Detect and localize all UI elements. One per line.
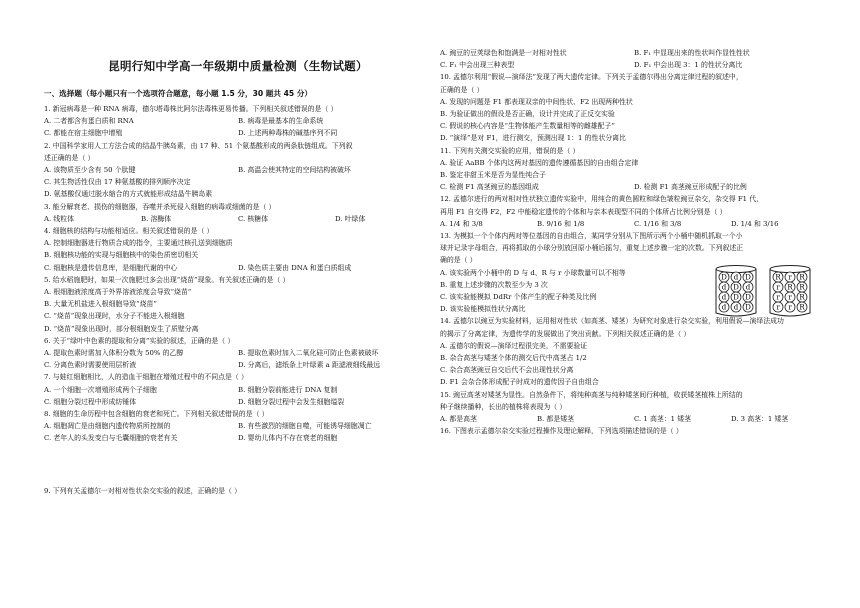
option: B. 提取色素时加入二氧化硅可防止色素被破坏 xyxy=(238,349,379,358)
option: B. 细胞核功能的实现与细胞核中的染色质密切相关 xyxy=(44,251,199,260)
ball-letter: D xyxy=(745,293,751,302)
option-row xyxy=(44,164,432,176)
option: D. 氨基酸仅通过脱水缩合的方式就能形成结晶牛胰岛素 xyxy=(44,190,213,199)
option: C. 分离色素时需要使用层析液 xyxy=(44,361,137,370)
option-row xyxy=(440,59,828,71)
option-row xyxy=(44,384,432,396)
ball-letter: r xyxy=(776,283,780,292)
ball-letter: D xyxy=(745,303,751,312)
option: B. 9/16 和 1/8 xyxy=(537,219,585,228)
option: B. 细胞分裂前能进行 DNA 复制 xyxy=(238,385,338,394)
ball-letter: d xyxy=(733,303,739,312)
question-stem: 再用 F1 自交得 F2，F2 中能稳定遗传的个体和与亲本表现型不同的个体所占比例分别是（ ） xyxy=(440,207,727,216)
option: C. 细胞核是遗传信息库，是细胞代谢的中心 xyxy=(44,263,178,272)
question-stem: 9. 下列有关孟德尔一对相对性状杂交实验的叙述，正确的是（ ） xyxy=(44,486,241,495)
ball-letter: D xyxy=(733,283,739,292)
option: C. 都能在宿主细胞中增殖 xyxy=(44,129,123,138)
option: A. 豌豆的豆荚绿色和饱满是一对相对性状 xyxy=(440,49,567,57)
option: A. 提取色素时需加入体积分数为 50% 的乙醇 xyxy=(44,349,184,358)
option: D. F₁ 中会出现 3：1 的性状分离比 xyxy=(634,61,743,70)
question-q5 xyxy=(44,274,432,335)
ball-letter: R xyxy=(799,293,805,302)
question-stem: 16. 下图表示孟德尔杂交实验过程操作及理论解释，下列选项描述错误的是（ ） xyxy=(440,427,683,436)
option: C. 核糖体 xyxy=(238,214,269,223)
question-stem: 8. 细胞的生命历程中包含细胞的衰老和死亡。下列相关叙述错误的是（ ） xyxy=(44,410,269,419)
question-stem: 确的是（ ） xyxy=(440,256,477,265)
option: B. 高温会使其特定的空间结构被破坏 xyxy=(238,166,351,175)
question-stem: 10. 孟德尔利用“假说—演绎法”发现了两大遗传定律。下列关于孟德尔得出分离定律过程的叙述中， xyxy=(440,73,743,82)
question-q2 xyxy=(44,140,432,201)
exam-title: 昆明行知中学高一年级期中质量检测（生物试题） xyxy=(108,59,368,73)
option: D. 检测 F1 高茎豌豆形成配子的比例 xyxy=(634,183,747,192)
option: B. 重复上述步骤的次数至少为 3 次 xyxy=(440,280,548,289)
option: D. 上述两种毒株的碱基序列不同 xyxy=(238,129,338,138)
option-row xyxy=(440,181,828,193)
option: D. 1/4 和 3/16 xyxy=(731,219,779,228)
ball-letter: d xyxy=(721,293,727,302)
option: D. 染色质主要由 DNA 和蛋白质组成 xyxy=(238,263,352,272)
option: B. 为验证做出的假设是否正确，设计并完成了正反交实验 xyxy=(440,110,615,119)
option-row xyxy=(44,115,432,127)
option: A. 二者都含有蛋白质和 RNA xyxy=(44,117,134,126)
ball-letter: d xyxy=(733,273,739,282)
question-stem: 种子继续播种，长出的植株将表现为（ ） xyxy=(440,402,567,411)
question-stem: 2. 中国科学家用人工方法合成的结晶牛胰岛素，由 17 种、51 个氨基酸形成的两条肽链组成。下列叙 xyxy=(44,141,353,150)
ball-letter: d xyxy=(745,283,751,292)
question-q9 xyxy=(44,485,432,497)
bucket-1 xyxy=(716,265,756,316)
option: A. 孟德尔的假说—演绎过程很完美，不需要验证 xyxy=(440,341,588,350)
option: D. “烧苗”现象出现时，部分根细胞发生了质壁分离 xyxy=(44,324,199,333)
question-stem: 1. 新冠病毒是一种 RNA 病毒，德尔塔毒株比阿尔法毒株更易传播。下列相关叙述错误的是（ ） xyxy=(44,105,338,113)
question-stem: 7. 与蛙红细胞相比，人的造血干细胞在增殖过程中的不同点是（ ） xyxy=(44,373,248,382)
option-row xyxy=(440,218,828,230)
question-stem: 13. 为模拟一个个体内两对等位基因的自由组合，某同学分别从下图所示两个小桶中随机抓取一个小 xyxy=(440,232,743,241)
ball-letter: r xyxy=(776,293,780,302)
question-q8 xyxy=(44,408,432,445)
right-questions xyxy=(440,47,828,438)
ball-letter: r xyxy=(776,303,780,312)
option: B. 病毒是最基本的生命系统 xyxy=(238,117,324,126)
option: C. 该实验能模拟 DdRr 个体产生的配子种类及比例 xyxy=(440,293,597,302)
question-stem: 球并记录字母组合，再将抓取的小球分别放回原小桶后摇匀，重复上述步骤一定的次数。下列叙述正 xyxy=(440,244,744,253)
option-row xyxy=(44,359,432,371)
question-stem: 6. 关于“绿叶中色素的提取和分离”实验的叙述，正确的是（ ） xyxy=(44,336,235,345)
section-heading: 一、选择题（每小题只有一个选项符合题意，每小题 1.5 分，30 题共 45 分） xyxy=(44,89,313,98)
ball-letter: r xyxy=(788,303,792,312)
ball-letter: r xyxy=(788,273,792,282)
ball-letter: D xyxy=(745,273,751,282)
option: A. 都是高茎 xyxy=(440,415,477,424)
option: A. 一个细胞一次增殖形成两个子细胞 xyxy=(44,385,157,394)
option: B. F₁ 中显现出来的性状叫作显性性状 xyxy=(634,49,750,57)
question-q4 xyxy=(44,225,432,274)
ball-letter: D xyxy=(721,273,727,282)
option: B. 大量无机盐进入根细胞导致“烧苗” xyxy=(44,300,157,309)
option: B. 都是矮茎 xyxy=(537,415,575,424)
option: C. “烧苗”现象出现时，水分子不能进入根细胞 xyxy=(44,312,185,321)
option: D. F1 会杂合体形成配子时成对的遗传因子自由组合 xyxy=(440,378,599,387)
right-column xyxy=(440,47,828,438)
option: C. 检测 F1 高茎豌豆的基因组成 xyxy=(440,183,539,192)
question-q7 xyxy=(44,371,432,408)
option: A. 线粒体 xyxy=(44,214,75,223)
option: A. 验证 AaBB 个体内这两对基因的遗传遵循基因的自由组合定律 xyxy=(440,158,639,167)
question-stem: 14. 孟德尔以豌豆为实验材料，运用相对性状（如高茎、矮茎）为研究对象进行杂交实验，利用假说—演绎法成功 xyxy=(440,317,784,326)
option-row xyxy=(44,347,432,359)
option: C. 1 高茎：1 矮茎 xyxy=(634,415,692,424)
option: A. 1/4 和 3/8 xyxy=(440,219,483,228)
option-row xyxy=(44,396,432,408)
option-row xyxy=(44,127,432,139)
question-q3 xyxy=(44,201,432,225)
option: D. 该实验能模拟性状分离比 xyxy=(440,305,526,314)
buckets-figure xyxy=(708,263,818,319)
option: D. 分离后，滤纸条上叶绿素 a 距滤液细线最远 xyxy=(238,361,381,370)
option: A. 该物质至少含有 50 个肽键 xyxy=(44,166,136,175)
ball-letter: R xyxy=(787,283,793,292)
ball-letter: d xyxy=(721,303,727,312)
option: C. F₁ 中会出现三种表型 xyxy=(440,61,515,70)
option-row xyxy=(440,413,828,425)
option-row xyxy=(44,213,432,225)
option: D. 3 高茎：1 矮茎 xyxy=(731,415,789,424)
option: B. 有些激烈的细胞自噬，可能诱导细胞凋亡 xyxy=(238,422,372,431)
question-stem: 正确的是（ ） xyxy=(440,85,484,94)
buckets-svg xyxy=(708,263,818,319)
question-stem: 3. 能分解衰老、损伤的细胞器，吞噬并杀死侵入细胞的病毒或细菌的是（ ） xyxy=(44,202,276,211)
option-row xyxy=(44,262,432,274)
option-row xyxy=(440,47,828,59)
ball-letter: R xyxy=(799,303,805,312)
option: A. 细胞凋亡是由细胞内遗传物质所控制的 xyxy=(44,422,171,431)
question-q6 xyxy=(44,335,432,372)
question-stem: 的揭示了分离定律，为遗传学的发展做出了突出贡献。下列相关叙述正确的是（ ） xyxy=(440,329,691,338)
question-stem: 4. 细胞核的结构与功能相适应。相关叙述错误的是（ ） xyxy=(44,227,214,236)
option: C. 1/16 和 3/8 xyxy=(634,219,682,228)
option: B. 杂合高茎与矮茎个体的测交后代中高茎占 1/2 xyxy=(440,354,587,363)
question-stem: 15. 豌豆高茎对矮茎为显性。自然条件下，将纯种高茎与纯种矮茎间行种植，收获矮茎植株上所结的 xyxy=(440,390,743,399)
option: A. 该实验两个小桶中的 D 与 d、R 与 r 小球数量可以不相等 xyxy=(440,268,626,277)
question-stem: 11. 下列有关测交实验的应用，错误的是（ ） xyxy=(440,146,580,155)
option: A. 控制细胞器进行物质合成的指令，主要通过核孔送到细胞质 xyxy=(44,239,233,248)
left-column xyxy=(44,0,432,497)
option: A. 发现的问题是 F1 都表现双亲的中间性状、F2 出现两种性状 xyxy=(440,97,633,106)
bucket-rim xyxy=(770,265,810,272)
option: C. 其生物活性仅由 17 种氨基酸的排列顺序决定 xyxy=(44,178,191,187)
option: C. 杂合高茎豌豆自交后代不会出现性状分离 xyxy=(440,366,574,375)
option: D. 叶绿体 xyxy=(335,214,366,223)
option: D. “演绎”是对 F1，进行测交，预测出现 1：1 的性状分离比 xyxy=(440,134,626,143)
ball-letter: R xyxy=(799,283,805,292)
question-stem: 述正确的是（ ） xyxy=(44,153,95,162)
option: C. 假说的核心内容是“生物体能产生数量相等的雌雄配子” xyxy=(440,122,615,131)
option: D. 婴幼儿体内不存在衰老的细胞 xyxy=(238,434,338,443)
ball-letter: D xyxy=(733,293,739,302)
option-row xyxy=(44,432,432,444)
question-stem: 12. 孟德尔进行的两对相对性状独立遗传实验中，用纯合的黄色圆粒和绿色皱粒豌豆杂交，杂交得 F1 代， xyxy=(440,195,763,204)
option: A. 根细胞液浓度高于外界溶液浓度会导致“烧苗” xyxy=(44,288,192,297)
bucket-rim xyxy=(716,265,756,272)
option: C. 细胞分裂过程中形成纺锤体 xyxy=(44,397,137,406)
option: C. 老年人的头发变白与毛囊细胞的衰老有关 xyxy=(44,434,178,443)
question-13-options xyxy=(440,267,828,316)
question-q1 xyxy=(44,103,432,140)
ball-letter: R xyxy=(775,273,781,282)
option-row xyxy=(44,420,432,432)
option: B. 溶酶体 xyxy=(141,214,172,223)
ball-letter: r xyxy=(788,293,792,302)
option: B. 鉴定非甜玉米是否为显性纯合子 xyxy=(440,171,546,180)
ball-letter: R xyxy=(799,273,805,282)
question-stem: 5. 给水稻施肥时，如果一次施肥过多会出现“烧苗”现象。有关叙述正确的是（ ） xyxy=(44,275,290,284)
left-questions xyxy=(44,103,432,497)
option: D. 细胞分裂过程中会发生细胞缢裂 xyxy=(238,397,345,406)
ball-letter: d xyxy=(721,283,727,292)
bucket-2 xyxy=(770,265,810,316)
